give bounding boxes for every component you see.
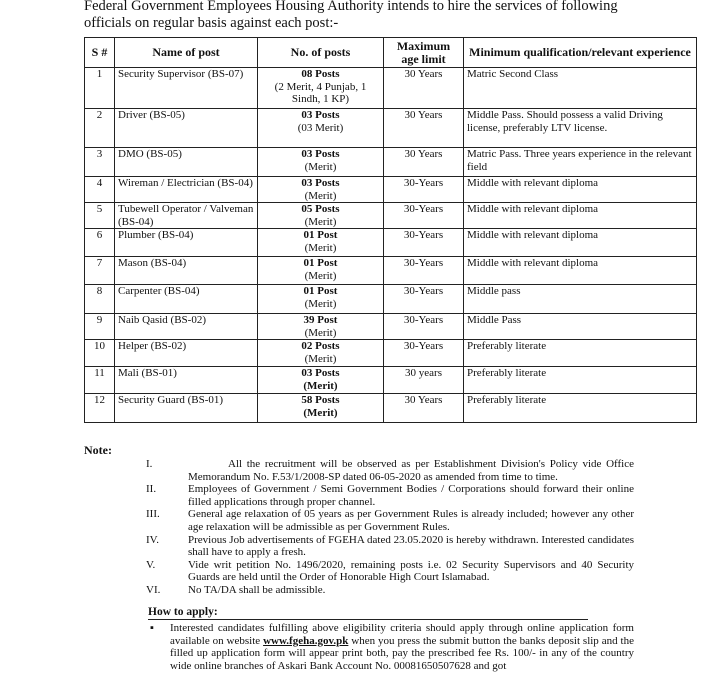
apply-text-after: when you press the submit button the banks deposit slip and the filled up application form will appear print both, pay the prescribed fee Rs. 100/- in any of the country wide online branches of Askari Bank Account No. 00081650507628 and got xyxy=(170,634,634,672)
cell-sn: 11 xyxy=(85,367,115,394)
cell-posts xyxy=(258,203,384,229)
cell-name: Mali (BS-01) xyxy=(115,367,258,394)
cell-qual: Middle pass xyxy=(464,285,697,314)
note-label: Note: xyxy=(84,443,112,457)
note-text: General age relaxation of 05 years as per Government Rules is already included; however any other age relaxation will be admissible as per Government Rules. xyxy=(188,508,634,533)
posts-breakdown: (Merit) xyxy=(304,189,337,202)
cell-age: 30-Years xyxy=(384,340,464,367)
posts-breakdown: (Merit) xyxy=(304,326,337,339)
cell-age: 30-Years xyxy=(384,177,464,203)
cell-name: Wireman / Electrician (BS-04) xyxy=(115,177,258,203)
header-posts: No. of posts xyxy=(258,38,384,68)
cell-qual: Preferably literate xyxy=(464,340,697,367)
table-row xyxy=(85,148,697,177)
cell-name: DMO (BS-05) xyxy=(115,148,258,177)
posts-count: 02 Posts xyxy=(301,340,340,352)
cell-age: 30 years xyxy=(384,367,464,394)
cell-name: Mason (BS-04) xyxy=(115,257,258,285)
note-item xyxy=(146,559,634,584)
website-link[interactable]: www.fgeha.gov.pk xyxy=(263,634,349,647)
cell-sn: 6 xyxy=(85,229,115,257)
header-sn: S # xyxy=(85,38,115,68)
posts-breakdown: (03 Merit) xyxy=(297,121,344,134)
table-row xyxy=(85,314,697,340)
posts-count: 03 Posts xyxy=(301,367,340,379)
cell-age: 30-Years xyxy=(384,257,464,285)
how-to-apply-heading: How to apply: xyxy=(148,606,218,618)
table-row xyxy=(85,257,697,285)
cell-age: 30 Years xyxy=(384,109,464,148)
posts-breakdown: (2 Merit, 4 Punjab, 1 Sindh, 1 KP) xyxy=(274,80,367,105)
posts-count: 03 Posts xyxy=(301,177,340,189)
note-number: V. xyxy=(146,558,156,571)
table-header-row xyxy=(85,38,697,68)
cell-age: 30 Years xyxy=(384,148,464,177)
cell-age: 30 Years xyxy=(384,68,464,109)
heading-underline xyxy=(148,619,588,620)
cell-sn: 10 xyxy=(85,340,115,367)
cell-age: 30-Years xyxy=(384,229,464,257)
note-text: Vide writ petition No. 1496/2020, remaining posts i.e. 02 Security Supervisors and 40 Security Guards are held until the Order of Honorable High Court Islamabad. xyxy=(188,558,634,584)
cell-sn: 4 xyxy=(85,177,115,203)
table-row xyxy=(85,68,697,109)
cell-age: 30-Years xyxy=(384,285,464,314)
posts-breakdown: (Merit) xyxy=(304,215,337,228)
intro-paragraph xyxy=(84,0,644,32)
note-item xyxy=(146,534,634,559)
cell-qual: Matric Pass. Three years experience in the relevant field xyxy=(464,148,697,177)
cell-posts xyxy=(258,314,384,340)
posts-count: 01 Post xyxy=(303,229,338,241)
cell-sn: 5 xyxy=(85,203,115,229)
intro-line-1: Federal Government Employees Housing Authority intends to hire the services of following xyxy=(84,0,618,14)
posts-count: 05 Posts xyxy=(301,203,340,215)
posts-breakdown: (Merit) xyxy=(303,406,338,419)
cell-posts xyxy=(258,68,384,109)
posts-count: 01 Post xyxy=(303,257,338,269)
cell-sn: 2 xyxy=(85,109,115,148)
intro-line-2: officials on regular basis against each post:- xyxy=(84,15,339,31)
cell-name: Security Guard (BS-01) xyxy=(115,394,258,423)
posts-breakdown: (Merit) xyxy=(304,269,337,282)
cell-posts xyxy=(258,367,384,394)
cell-posts xyxy=(258,229,384,257)
posts-count: 08 Posts xyxy=(301,68,340,80)
cell-sn: 7 xyxy=(85,257,115,285)
cell-qual: Preferably literate xyxy=(464,394,697,423)
posts-count: 03 Posts xyxy=(301,109,340,121)
how-to-apply-text xyxy=(170,622,634,672)
posts-count: 01 Post xyxy=(303,285,338,297)
cell-qual: Middle Pass. Should possess a valid Driving license, preferably LTV license. xyxy=(464,109,697,148)
posts-table xyxy=(84,37,697,423)
cell-posts xyxy=(258,257,384,285)
cell-posts xyxy=(258,285,384,314)
note-number: I. xyxy=(146,458,153,470)
note-item xyxy=(146,508,634,533)
cell-sn: 1 xyxy=(85,68,115,109)
note-text: All the recruitment will be observed as per Establishment Division's Policy vide Office Memorandum No. F.53/1/2008-SP dated 06-05-2020 as amended from time to time. xyxy=(188,458,634,483)
cell-qual: Matric Second Class xyxy=(464,68,697,109)
cell-qual: Middle Pass xyxy=(464,314,697,340)
cell-posts xyxy=(258,148,384,177)
cell-qual: Middle with relevant diploma xyxy=(464,177,697,203)
note-number: III. xyxy=(146,508,160,521)
note-item xyxy=(146,483,634,508)
posts-breakdown: (Merit) xyxy=(304,352,337,365)
note-number: IV. xyxy=(146,533,159,546)
table-row xyxy=(85,394,697,423)
cell-age: 30-Years xyxy=(384,314,464,340)
note-number: VI. xyxy=(146,583,161,596)
cell-qual: Middle with relevant diploma xyxy=(464,229,697,257)
posts-breakdown: (Merit) xyxy=(304,241,337,254)
header-name: Name of post xyxy=(115,38,258,68)
bullet-icon: ▪ xyxy=(150,622,154,634)
note-text: No TA/DA shall be admissible. xyxy=(188,583,326,596)
note-item xyxy=(146,458,634,483)
posts-breakdown: (Merit) xyxy=(303,379,338,392)
table-row xyxy=(85,177,697,203)
table-row xyxy=(85,203,697,229)
posts-count: 58 Posts xyxy=(301,394,340,406)
cell-sn: 8 xyxy=(85,285,115,314)
cell-name: Carpenter (BS-04) xyxy=(115,285,258,314)
table-row xyxy=(85,285,697,314)
cell-qual: Middle with relevant diploma xyxy=(464,257,697,285)
note-number: II. xyxy=(146,483,157,496)
cell-posts xyxy=(258,340,384,367)
posts-count: 39 Post xyxy=(303,314,338,326)
cell-qual: Preferably literate xyxy=(464,367,697,394)
cell-qual: Middle with relevant diploma xyxy=(464,203,697,229)
note-text: Employees of Government / Semi Government Bodies / Corporations should forward their online filled applications through proper channel. xyxy=(188,483,634,508)
posts-count: 03 Posts xyxy=(301,148,340,160)
cell-name: Tubewell Operator / Valveman (BS-04) xyxy=(115,203,258,229)
cell-name: Helper (BS-02) xyxy=(115,340,258,367)
table-row xyxy=(85,229,697,257)
cell-name: Plumber (BS-04) xyxy=(115,229,258,257)
cell-name: Naib Qasid (BS-02) xyxy=(115,314,258,340)
cell-name: Security Supervisor (BS-07) xyxy=(115,68,258,109)
note-text: Previous Job advertisements of FGEHA dated 23.05.2020 is hereby withdrawn. Interested candidates shall have to apply a fresh. xyxy=(188,533,634,559)
cell-posts xyxy=(258,394,384,423)
cell-posts xyxy=(258,109,384,148)
note-item xyxy=(146,584,634,597)
table-row xyxy=(85,367,697,394)
table-row xyxy=(85,109,697,148)
cell-age: 30-Years xyxy=(384,203,464,229)
header-age: Maximum age limit xyxy=(384,38,464,68)
posts-breakdown: (Merit) xyxy=(304,160,337,173)
posts-breakdown: (Merit) xyxy=(304,297,337,310)
cell-posts xyxy=(258,177,384,203)
note-list xyxy=(146,458,634,597)
apply-text-before: Interested candidates fulfilling above eligibility criteria should apply through online application form available on website xyxy=(170,622,634,647)
table-row xyxy=(85,340,697,367)
cell-sn: 9 xyxy=(85,314,115,340)
cell-sn: 3 xyxy=(85,148,115,177)
cell-sn: 12 xyxy=(85,394,115,423)
cell-name: Driver (BS-05) xyxy=(115,109,258,148)
header-qual: Minimum qualification/relevant experience xyxy=(464,38,697,68)
cell-age: 30 Years xyxy=(384,394,464,423)
